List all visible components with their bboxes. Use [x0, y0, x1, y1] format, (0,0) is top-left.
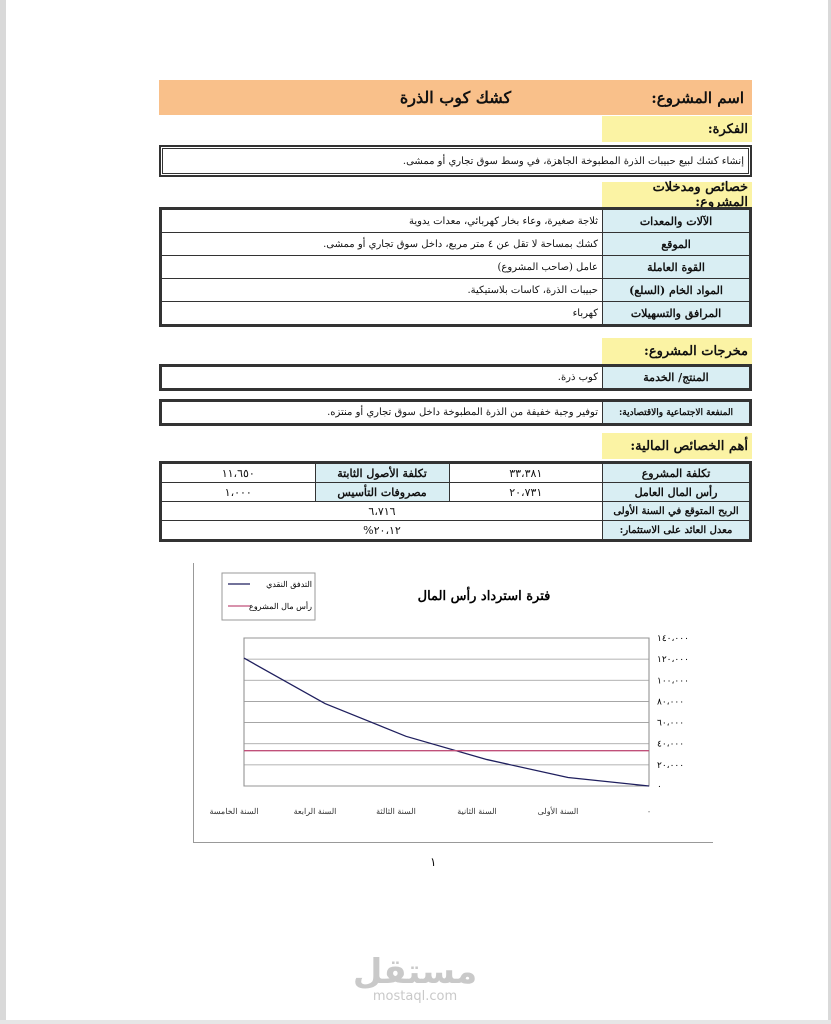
inputs-table	[161, 209, 750, 325]
chart-legend	[222, 573, 315, 620]
chart-y-ticks	[657, 634, 689, 792]
x-tick-label: السنة الأولى	[537, 807, 579, 816]
benefit-label: المنفعة الاجتماعية والاقتصادية:	[603, 402, 750, 424]
y-tick-label: ١٤٠،٠٠٠	[657, 634, 689, 644]
input-label: الآلات والمعدات	[603, 210, 750, 233]
chart-x-ticks	[209, 806, 651, 816]
profit-label: الربح المتوقع في السنة الأولى	[603, 502, 750, 521]
product-value: كوب ذرة.	[162, 367, 603, 389]
chart-title: فترة استرداد رأس المال	[417, 589, 551, 604]
benefit-box	[159, 399, 752, 426]
outputs-section	[159, 338, 752, 428]
input-label: المرافق والتسهيلات	[603, 302, 750, 325]
product-box	[159, 364, 752, 391]
financial-heading: أهم الخصائص المالية:	[602, 433, 752, 459]
frame-left	[0, 0, 6, 1024]
working-value: ٢٠،٧٣١	[449, 483, 603, 502]
series-line	[244, 658, 649, 786]
setup-value: ١،٠٠٠	[162, 483, 316, 502]
brand-watermark	[330, 952, 500, 1004]
input-value: كشك بمساحة لا تقل عن ٤ متر مربع، داخل سوق تجاري أو ممشى.	[162, 233, 603, 256]
table-row	[162, 256, 750, 279]
page-number: ١	[430, 855, 437, 869]
setup-label: مصروفات التأسيس	[315, 483, 449, 502]
input-value: حبيبات الذرة، كاسات بلاستيكية.	[162, 279, 603, 302]
input-value: ثلاجة صغيرة، وعاء بخار كهربائي، معدات يدوية	[162, 210, 603, 233]
benefit-table	[161, 401, 750, 424]
payback-chart	[193, 563, 713, 843]
input-value: كهرباء	[162, 302, 603, 325]
input-label: القوة العاملة	[603, 256, 750, 279]
product-table	[161, 366, 750, 389]
working-label: رأس المال العامل	[603, 483, 750, 502]
fixed-label: تكلفة الأصول الثابتة	[315, 464, 449, 483]
table-row	[162, 367, 750, 389]
product-label: المنتج/ الخدمة	[603, 367, 750, 389]
idea-text: إنشاء كشك لبيع حبيبات الذرة المطبوخة الجاهزة، في وسط سوق تجاري أو ممشى.	[162, 148, 749, 174]
table-row	[162, 233, 750, 256]
roi-value: ٢٠،١٢%	[162, 521, 603, 540]
plot-area	[244, 638, 649, 786]
outputs-heading: مخرجات المشروع:	[602, 338, 752, 364]
x-tick-label: ٠	[646, 807, 652, 816]
frame-bottom	[0, 1020, 831, 1024]
inputs-table-box	[159, 207, 752, 327]
table-row	[162, 464, 750, 483]
financial-section	[159, 433, 752, 545]
table-row	[162, 402, 750, 424]
financial-box	[159, 461, 752, 542]
fixed-value: ١١،٦٥٠	[162, 464, 316, 483]
table-row	[162, 521, 750, 540]
cost-value: ٣٣،٣٨١	[449, 464, 603, 483]
idea-box	[159, 145, 752, 177]
project-label: اسم المشروع:	[651, 88, 744, 107]
profit-value: ٦،٧١٦	[162, 502, 603, 521]
table-row	[162, 302, 750, 325]
input-value: عامل (صاحب المشروع)	[162, 256, 603, 279]
input-label: الموقع	[603, 233, 750, 256]
inputs-section	[159, 182, 752, 328]
x-tick-label: السنة الخامسة	[209, 807, 259, 816]
chart-series	[244, 658, 649, 786]
legend-label: رأس مال المشروع	[249, 602, 312, 611]
table-row	[162, 483, 750, 502]
project-name: كشك كوب الذرة	[399, 88, 512, 107]
brand-name-ar: مستقل	[352, 952, 478, 992]
project-title-bar	[159, 80, 752, 115]
chart-grid	[244, 638, 649, 786]
roi-label: معدل العائد على الاستثمار:	[603, 521, 750, 540]
y-tick-label: ٦٠،٠٠٠	[657, 718, 685, 729]
table-row	[162, 210, 750, 233]
chart-svg	[194, 563, 714, 843]
x-tick-label: السنة الثانية	[457, 807, 497, 816]
brand-name-en: mostaql.com	[372, 989, 458, 1004]
y-tick-label: ١٠٠،٠٠٠	[657, 676, 689, 687]
idea-heading: الفكرة:	[602, 116, 752, 142]
benefit-value: توفير وجبة خفيفة من الذرة المطبوخة داخل سوق تجاري أو منتزه.	[162, 402, 603, 424]
legend-label: التدفق النقدي	[266, 580, 312, 589]
idea-section	[159, 116, 752, 180]
table-row	[162, 279, 750, 302]
inputs-heading: خصائص ومدخلات المشروع:	[602, 182, 752, 208]
y-tick-label: ٨٠،٠٠٠	[657, 697, 685, 708]
y-tick-label: ٢٠،٠٠٠	[657, 760, 685, 771]
x-tick-label: السنة الثالثة	[376, 807, 416, 816]
y-tick-label: ١٢٠،٠٠٠	[657, 655, 689, 666]
x-tick-label: السنة الرابعة	[293, 807, 337, 816]
table-row	[162, 502, 750, 521]
y-tick-label: ٤٠،٠٠٠	[657, 739, 685, 750]
financial-table	[161, 463, 750, 540]
y-tick-label: ٠	[657, 782, 662, 792]
cost-label: تكلفة المشروع	[603, 464, 750, 483]
input-label: المواد الخام (السلع)	[603, 279, 750, 302]
